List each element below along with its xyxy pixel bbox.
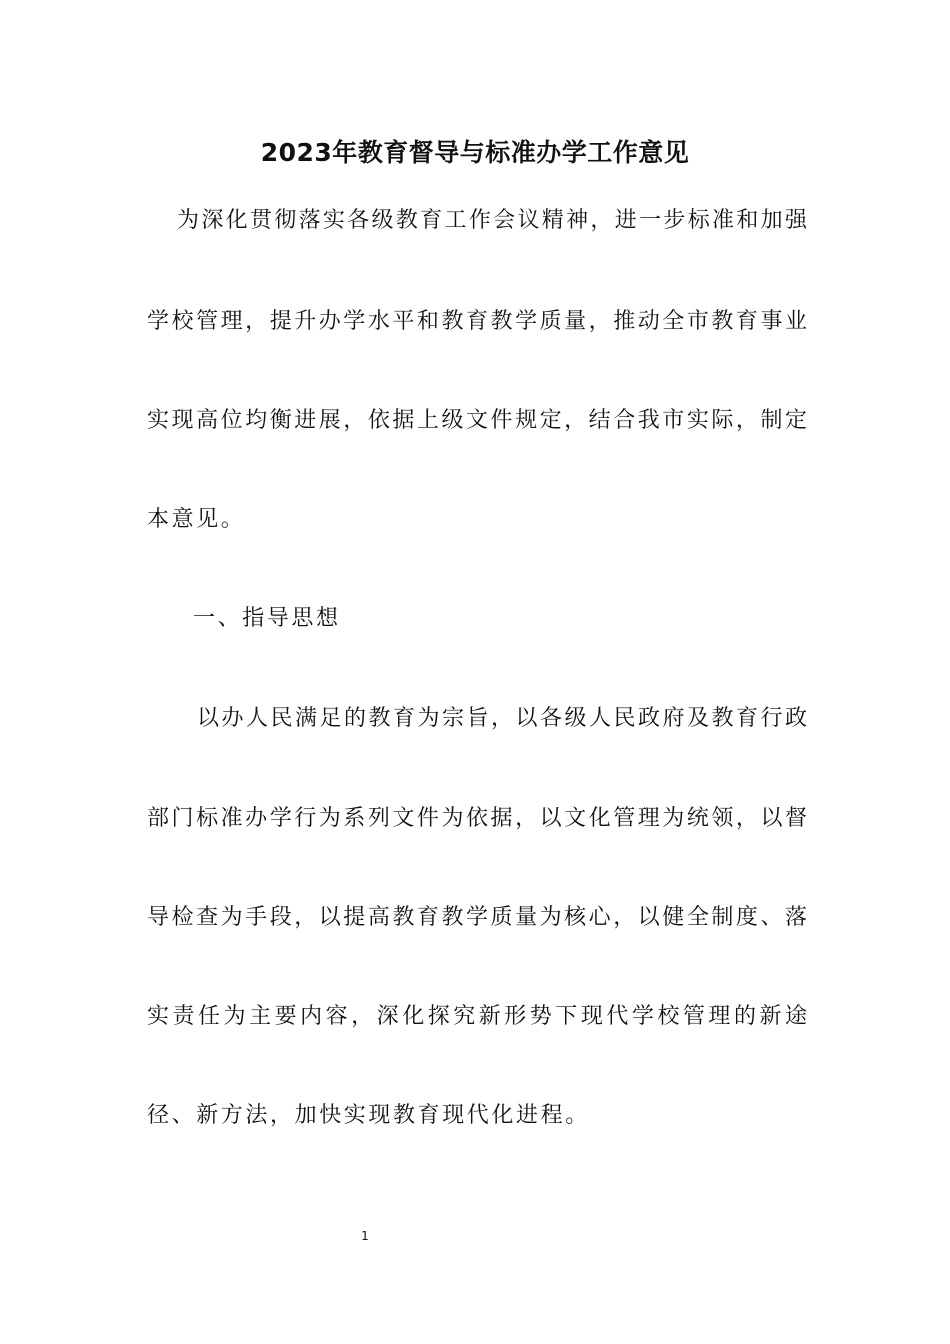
paragraph-2-line-1: 以办人民满足的教育为宗旨，以各级人民政府及教育行政 <box>197 706 807 731</box>
paragraph-2-line-2: 部门标准办学行为系列文件为依据，以文化管理为统领，以督 <box>147 806 807 831</box>
paragraph-2-line-4: 实责任为主要内容，深化探究新形势下现代学校管理的新途 <box>147 1004 807 1029</box>
paragraph-1-line-1: 为深化贯彻落实各级教育工作会议精神，进一步标准和加强 <box>177 208 807 233</box>
paragraph-2-line-3: 导检查为手段，以提高教育教学质量为核心，以健全制度、落 <box>147 905 807 930</box>
paragraph-1-line-4: 本意见。 <box>147 507 246 532</box>
paragraph-1-line-3: 实现高位均衡进展，依据上级文件规定，结合我市实际，制定 <box>147 408 807 433</box>
paragraph-2-line-5: 径、新方法，加快实现教育现代化进程。 <box>147 1103 590 1128</box>
section-heading-guiding-ideology: 一、指导思想 <box>193 606 341 631</box>
document-title: 2023年教育督导与标准办学工作意见 <box>260 138 690 167</box>
page-number: 1 <box>361 1229 369 1243</box>
paragraph-1-line-2: 学校管理，提升办学水平和教育教学质量，推动全市教育事业 <box>147 309 807 334</box>
